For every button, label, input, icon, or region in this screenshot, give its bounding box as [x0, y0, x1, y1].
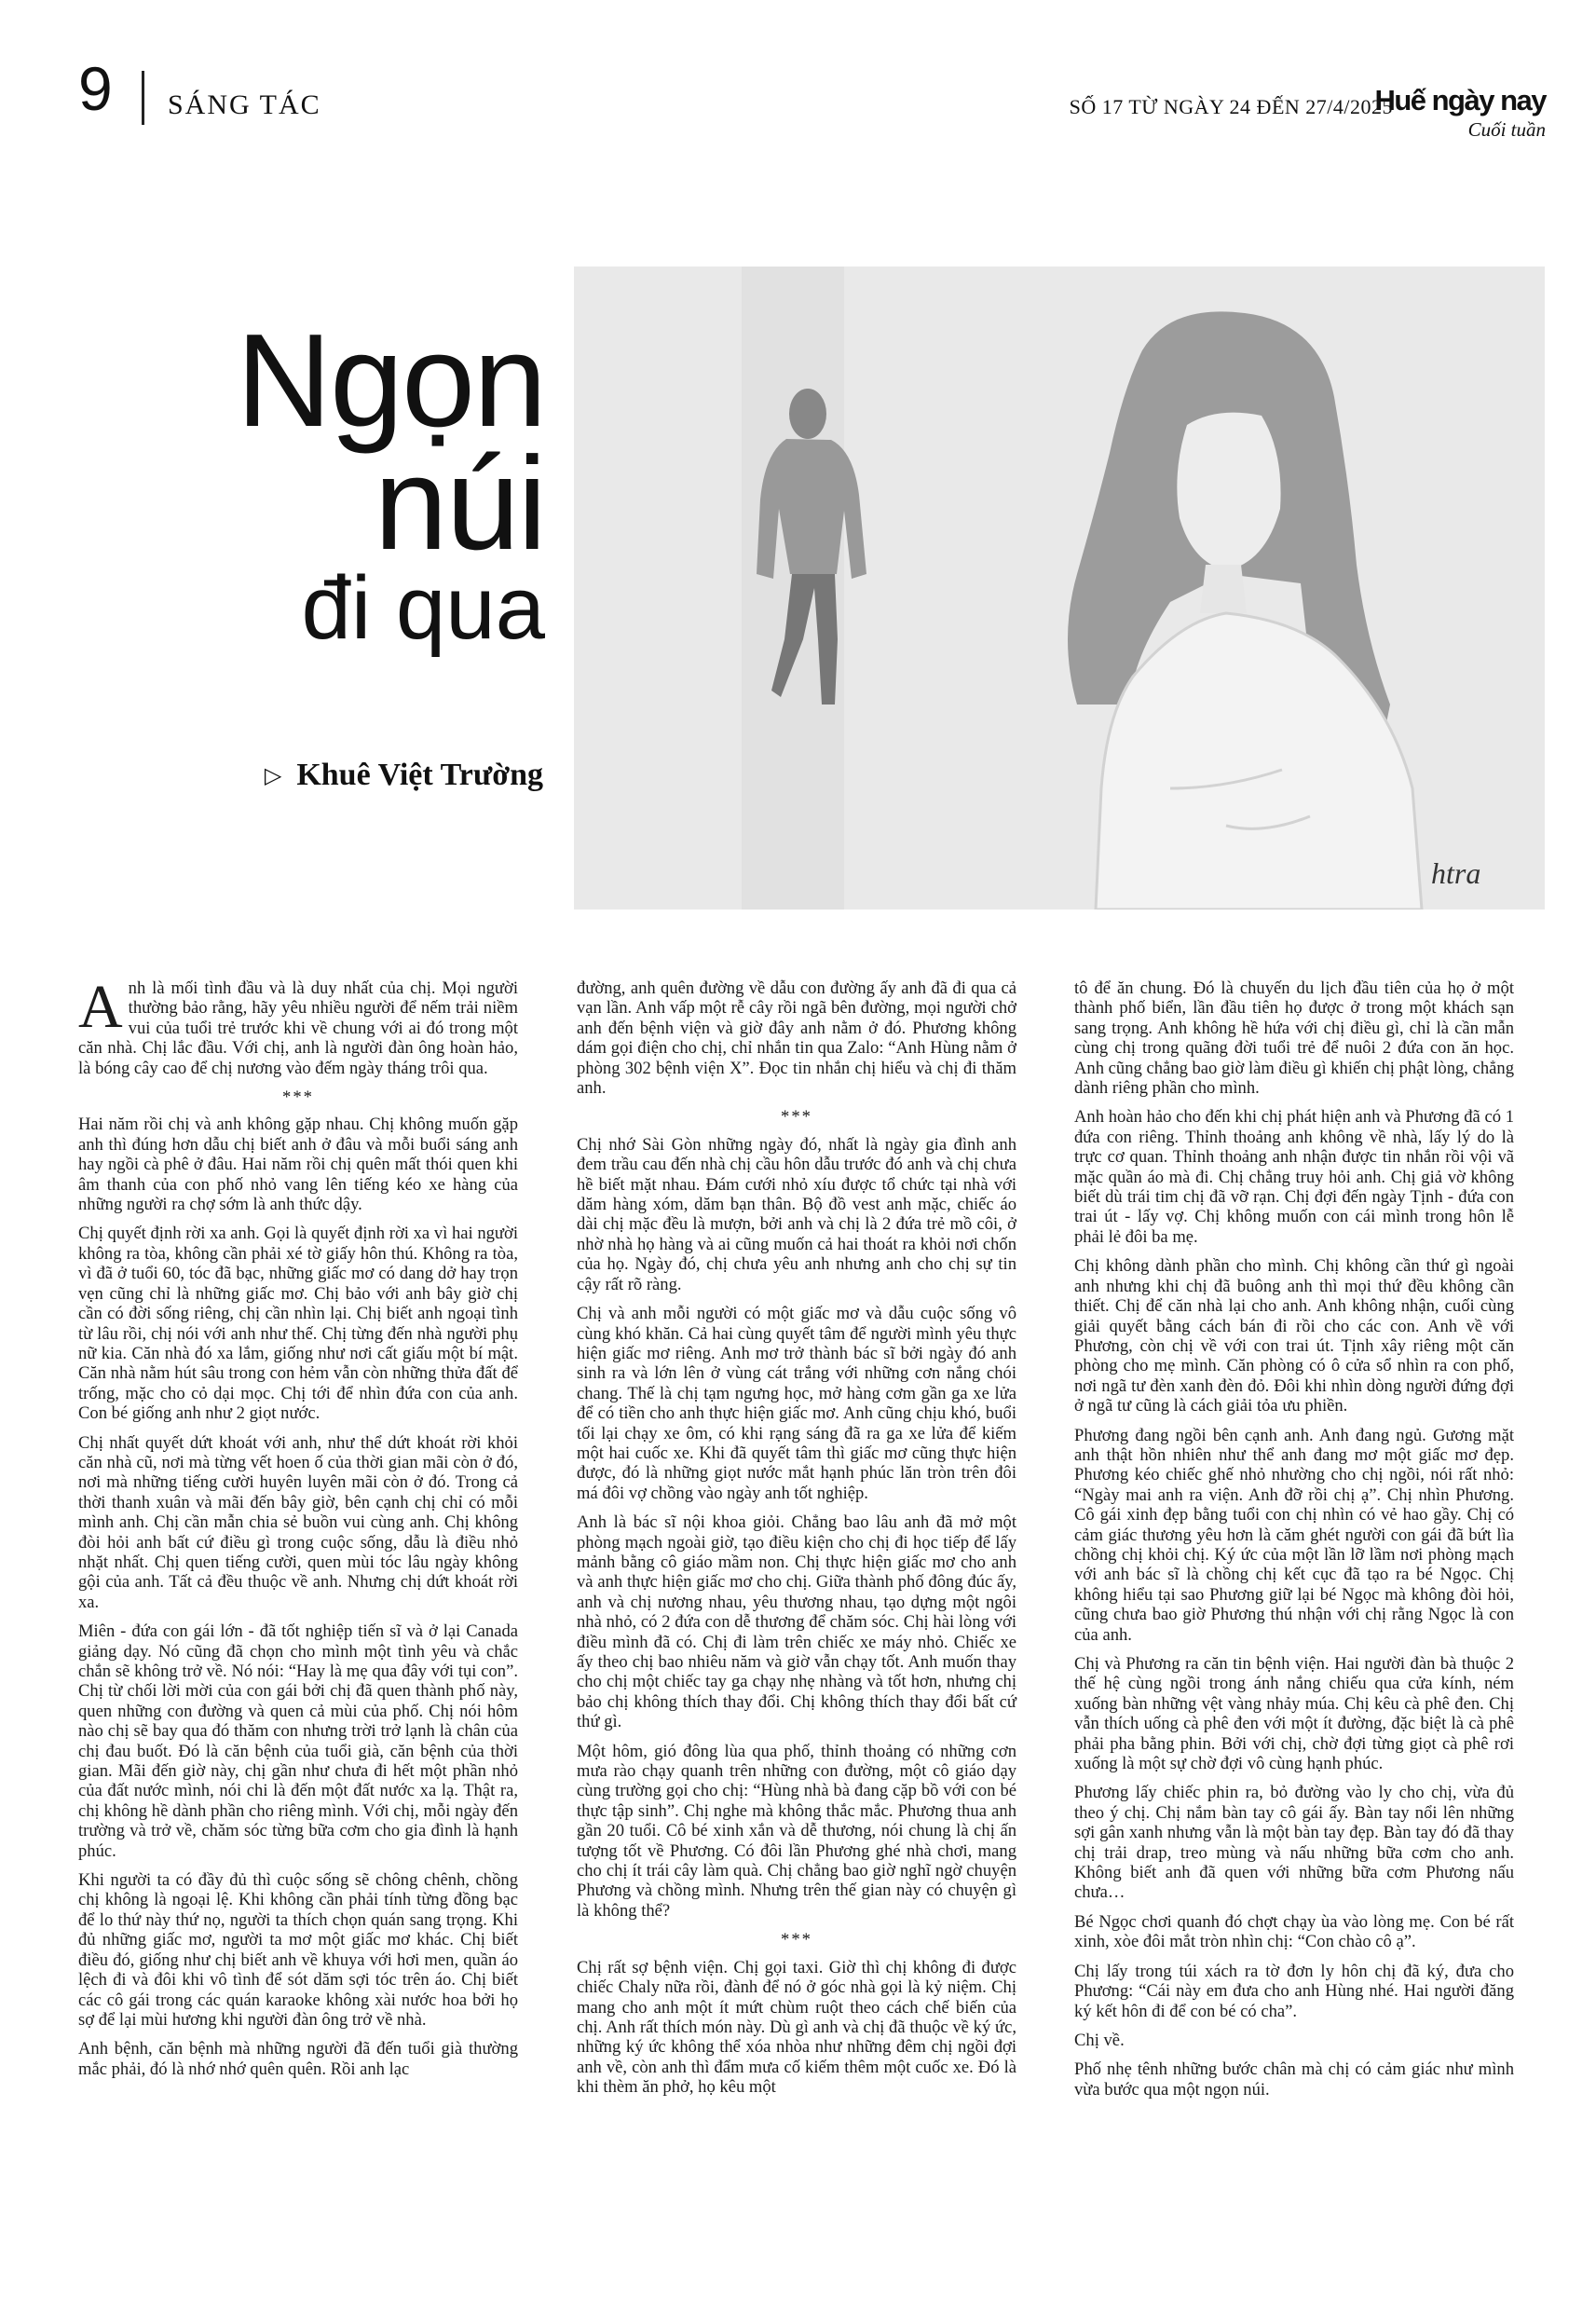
section-separator: ***: [282, 1088, 314, 1108]
play-triangle-icon: ▷: [264, 763, 282, 788]
section-separator: ***: [781, 1930, 812, 1950]
paragraph: Miên - đứa con gái lớn - đã tốt nghiệp tiến sĩ và ở lại Canada giảng dạy. Nó cũng đã chọn cho mình một tình yêu và chắc chắn sẽ không trở về. Nó nói: “Hay là mẹ qua đây với tụi con”. Chị từ chối lời mời của con gái bởi chị đã quen thành phố này, quen những con đường và quen cả mùi của phố. Chị nói hôm nào chị sẽ bay qua đó thăm con nhưng trời trở lạnh là chân của chị đau buốt. Đó là căn bệnh của tuổi già, căn bệnh của thời gian. Mãi đến giờ này, chị gần như chưa đi hết một phần nhỏ của đất nước mình, nói chi là đến một đất nước xa lạ. Thật ra, chị không hề dành phần cho riêng mình. Với chị, mỗi ngày đến trường và trở về, chăm sóc từng bữa cơm cho gia đình là hạnh phúc.: [78, 1621, 518, 1861]
paragraph: Phố nhẹ tênh những bước chân mà chị có cảm giác như mình vừa bước qua một ngọn núi.: [1074, 2059, 1514, 2100]
author-name: Khuê Việt Trường: [296, 758, 543, 792]
issue-info: SỐ 17 TỪ NGÀY 24 ĐẾN 27/4/2025: [1069, 95, 1393, 118]
paragraph: Chị rất sợ bệnh viện. Chị gọi taxi. Giờ thì chị không đi được chiếc Chaly nữa rồi, đành để nó ở góc nhà gọi là kỷ niệm. Chị mang cho anh một ít mứt chùm ruột theo cách chế biến của chị. Anh rất thích món này. Dù gì anh và chị đã thuộc về ký ức, những ký ức không thể xóa nhòa như những đêm chị ngồi đợi anh về, còn anh thì đẩm mưa cố kiếm thêm một cuốc xe. Đó là khi thèm ăn phở, họ kêu một: [577, 1957, 1016, 2098]
paragraph: Khi người ta có đầy đủ thì cuộc sống sẽ chông chênh, chồng chị không là ngoại lệ. Khi không cần phải tính từng đồng bạc để lo thứ này thứ nọ, người ta thích chọn quán sang trọng. Khi đủ những giấc mơ, người ta mơ một giấc mơ khác. Chị biết điều đó, giống như chị biết anh về khuya với hơi men, quần áo lệch đi và đôi khi vô tình để sót dăm sợi tóc trên áo. Chị biết các cô gái trong các quán karaoke không xài nước hoa bởi họ sợ để lại mùi hương khi người đàn ông trở về nhà.: [78, 1870, 518, 2030]
brand-name: Huế ngày nay: [1374, 84, 1546, 116]
paragraph: Hai năm rồi chị và anh không gặp nhau. Chị không muốn gặp anh thì đúng hơn dẫu chị biết anh ở đâu và mỗi buổi sáng anh hay ngồi cà phê ở đâu. Hai năm rồi chị quên mất thói quen khi âm thanh của con phố nhỏ vang lên tiếng kéo xe hàng của những người ra chợ sớm là anh thức dậy.: [78, 1115, 518, 1215]
paragraph: Chị về.: [1074, 2030, 1125, 2050]
paragraph: Chị lấy trong túi xách ra tờ đơn ly hôn chị đã ký, đưa cho Phương: “Cái này em đưa cho anh Hùng nhé. Hai người đăng ký kết hôn đi để con bé có cha”.: [1074, 1961, 1514, 2021]
article-illustration: [574, 267, 1545, 910]
title-line-1: Ngọn: [236, 307, 545, 455]
paragraph: Chị nhất quyết dứt khoát với anh, như thể dứt khoát rời khỏi căn nhà cũ, nơi mà từng vết hoen ố của thời gian mãi còn ở đó, nơi mà những tiếng cười huyên luyên mãi còn ở đó. Trong cả thời thanh xuân và mãi đến bây giờ, bên cạnh chị chỉ có mỗi mình anh. Chị cần mẫn chia sẻ buồn vui cùng anh. Chị không đòi hỏi anh bất cứ điều gì trong cuộc sống, dẫu là điều nhỏ nhặt nhất. Chị quen tiếng cười, quen mùi tóc lâu ngày không gội của anh. Tất cả đều thuộc về anh. Nhưng chị dứt khoát rời xa.: [78, 1432, 518, 1612]
paragraph: Chị và anh mỗi người có một giấc mơ và dẫu cuộc sống vô cùng khó khăn. Cả hai cùng quyết tâm để người mình yêu thực hiện giấc mơ riêng. Anh mơ trở thành bác sĩ bởi ngày đó anh sinh ra và lớn lên ở vùng cát trắng với những cơn nắng chói chang. Thế là chị tạm ngưng học, mở hàng cơm gần ga xe lửa để có tiền cho anh thực hiện giấc mơ. Anh cũng chịu khó, buổi tối lại chạy xe ôm, có khi rạng sáng đã ra ga xe lửa để kiếm một hai cuốc xe. Khi đã quyết tâm thì giấc mơ cũng thực hiện được, đó là những giọt nước mắt hạnh phúc lăn tròn trên đôi má đôi vợ chồng vào ngày anh tốt nghiệp.: [577, 1304, 1016, 1503]
article-column-3: [1074, 978, 1514, 2109]
section-separator: ***: [781, 1107, 812, 1128]
paragraph: tô để ăn chung. Đó là chuyến du lịch đầu tiên của họ ở một thành phố biển, lần đầu tiên họ được ở trong một khách sạn sang trọng. Anh không hề hứa với chị điều gì, chỉ là cần mẫn cùng chị trong quãng đời tuổi trẻ để nuôi 2 đứa con ăn học. Anh cũng chẳng bao giờ làm điều gì khiến chị phật lòng, chẳng dành riêng phần cho mình.: [1074, 978, 1514, 1099]
section-label: SÁNG TÁC: [168, 89, 321, 120]
title-line-3: đi qua: [301, 558, 545, 659]
paragraph: Chị không dành phần cho mình. Chị không cần thứ gì ngoài anh nhưng khi chị đã buông anh thì mọi thứ đều không cần thiết. Chị để căn nhà lại cho anh. Anh không nhận, cuối cùng giải quyết bằng cách bán đi rồi cho các con. Anh về với Phương, còn chị về với con trai út. Tịnh xây riêng một căn phòng cho mẹ mình. Căn phòng có ô cửa sổ nhìn ra con phố, nơi ngã tư đèn xanh đèn đỏ. Đôi khi nhìn dòng người đứng đợi ở ngã tư cũng là cách giải tỏa ưu phiền.: [1074, 1256, 1514, 1416]
paragraph: Phương đang ngồi bên cạnh anh. Anh đang ngủ. Gương mặt anh thật hồn nhiên như thể anh đang mơ một giấc mơ đẹp. Phương kéo chiếc ghế nhỏ nhường cho chị ngồi, nói rất nhỏ: “Ngày mai anh ra viện. Anh đỡ rồi chị ạ”. Chị nhìn Phương. Cô gái xinh đẹp bằng tuổi con chị nhìn có vẻ hao gầy. Chị có cảm giác thương yêu hơn là căm ghét người con gái đã bứt lìa chồng chị khỏi chị. Ký ức của một lần lỡ lầm nơi phòng mạch với anh bác sĩ là chồng chị kết cục đã tạo ra bé Ngọc. Chị không hiểu tại sao Phương giữ lại bé Ngọc mà không đòi hỏi, cũng chưa bao giờ Phương thú nhận với chị rằng Ngọc là con của anh.: [1074, 1425, 1514, 1645]
article-title: [236, 307, 545, 659]
paragraph: Anh hoàn hảo cho đến khi chị phát hiện anh và Phương đã có 1 đứa con riêng. Thỉnh thoảng anh không về nhà, lấy lý do là trực cơ quan. Thỉnh thoảng anh nhận được tin nhắn rồi vội vã mặc quần áo mà đi. Chị chẳng truy hỏi anh. Chị giả vờ không biết dù trái tim chị đã vỡ rạn. Chị đợi đến ngày Tịnh - đứa con trai út - lấy vợ. Chị không muốn con cái mình trong hôn lễ phải lẻ đôi ba mẹ.: [1074, 1107, 1514, 1247]
paragraph: Chị nhớ Sài Gòn những ngày đó, nhất là ngày gia đình anh đem trầu cau đến nhà chị cầu hôn dẫu trước đó anh và chị chưa hề biết mặt nhau. Đám cưới nhỏ xíu được tổ chức tại nhà với dăm hàng xóm, dăm bạn thân. Bộ đồ vest anh mặc, chiếc áo dài chị mặc đều là mượn, bởi anh và chị là 2 đứa trẻ mồ côi, ở nhờ nhà họ hàng và ai cũng muốn cả hai thoát ra khỏi nơi chốn của họ. Ngày đó, chị chưa yêu anh nhưng anh cho chị sự tin cậy rất rõ ràng.: [577, 1134, 1016, 1294]
page-number: 9: [78, 54, 113, 123]
paragraph: Một hôm, gió đông lùa qua phố, thỉnh thoảng có những cơn mưa rào chạy quanh trên những con đường, một cô giáo dạy cùng trường gọi cho chị: “Hùng nhà bà đang cặp bồ với con bé thực tập sinh”. Chị nghe mà không thắc mắc. Phương thua anh gần 20 tuổi. Cô bé xinh xắn và dễ thương, nói chung là chị ấn tượng tốt về Phương. Có đôi lần Phương ghé nhà chơi, mang cho chị ít trái cây làm quà. Chị chẳng bao giờ nghĩ ngờ chuyện Phương và chồng mình. Nhưng trên thế gian này có chuyện gì là không thể?: [577, 1741, 1016, 1921]
paragraph: Phương lấy chiếc phin ra, bỏ đường vào ly cho chị, vừa đủ theo ý chị. Chị nắm bàn tay cô gái ấy. Bàn tay nổi lên những sợi gân xanh nhưng vẫn là một bàn tay đẹp. Bàn tay đó đã thay chị trải drap, treo mùng và nấu những bữa cơm cho anh. Không biết anh đã quen với những bữa cơm Phương nấu chưa…: [1074, 1783, 1514, 1903]
paragraph: Bé Ngọc chơi quanh đó chợt chạy ùa vào lòng mẹ. Con bé rất xinh, xòe đôi mắt tròn nhìn chị: “Con chào cô ạ”.: [1074, 1911, 1514, 1952]
illustrator-signature: htra: [1431, 856, 1481, 890]
paragraph: Anh là mối tình đầu và là duy nhất của chị. Mọi người thường bảo rằng, hãy yêu nhiều người để nếm trải niềm vui của tuổi trẻ trước khi về chung với ai đó trong một căn nhà. Chị lắc đầu. Với chị, anh là người đàn ông hoàn hảo, là bóng cây cao để chị nương vào đếm ngày tháng trôi qua.: [78, 973, 518, 1078]
paragraph: Anh bệnh, căn bệnh mà những người đã đến tuổi già thường mắc phải, đó là nhớ nhớ quên quên. Rồi anh lạc: [78, 2039, 518, 2079]
author-byline: [265, 758, 543, 793]
paragraph: đường, anh quên đường về dẫu con đường ấy anh đã đi qua cả vạn lần. Anh vấp một rễ cây rồi ngã bên đường, mọi người chở anh đến bệnh viện và giờ đây anh nằm ở đó. Phương không dám gọi điện cho chị, chỉ nhắn tin qua Zalo: “Anh Hùng nằm ở phòng 302 bệnh viện X”. Đọc tin nhắn chị hiểu và chị đi thăm anh.: [577, 978, 1016, 1099]
drop-cap: A: [78, 973, 123, 1041]
article-column-2: [577, 978, 1016, 2107]
paragraph: Chị và Phương ra căn tin bệnh viện. Hai người đàn bà thuộc 2 thế hệ cùng ngồi trong ánh nắng chiếu qua cửa kính, ném xuống bàn những vệt vàng nhảy múa. Chị kêu cà phê đen. Chị vẫn thích uống cà phê đen với một ít đường, đặc biệt là cà phê phải pha bằng phin. Bởi với chị, chờ đợi từng giọt cà phê rơi xuống là một sự chờ đợi vô cùng hạnh phúc.: [1074, 1654, 1514, 1774]
brand-logo: [1374, 86, 1546, 142]
header-divider: [142, 71, 144, 125]
paragraph: Anh là bác sĩ nội khoa giỏi. Chẳng bao lâu anh đã mở một phòng mạch ngoài giờ, tạo điều kiện cho chị đi học tiếp để lấy mảnh bằng cô giáo mầm non. Chị thực hiện giấc mơ cho anh và anh thực hiện giấc mơ cho chị. Giữa thành phố đông đúc ấy, anh và chị nương nhau, yêu thương nhau, tạo dựng một ngôi nhà nhỏ, có 2 đứa con dễ thương để chăm sóc. Chị hài lòng với điều mình đã có. Chị đi làm trên chiếc xe máy nhỏ. Chiếc xe ấy theo chị bao nhiêu năm và giờ vẫn chạy tốt. Anh muốn thay cho chị một chiếc tay ga chạy nhẹ nhàng và tốt hơn, nhưng chị bảo chị không thích thay đổi. Chị không thích thay đổi bất cứ thứ gì.: [577, 1512, 1016, 1732]
brand-subtitle: Cuối tuần: [1467, 118, 1546, 141]
article-column-1: [78, 973, 518, 2088]
paragraph: Chị quyết định rời xa anh. Gọi là quyết định rời xa vì hai người không ra tòa, không cần phải xé tờ giấy hôn thú. Không ra tòa, vì đã ở tuổi 60, tóc đã bạc, những giấc mơ có dang dở hay trọn vẹn cũng chỉ là những giấc mơ. Chị bảo với anh bây giờ chị cần có đời sống riêng, chị cần nhìn lại. Chị biết anh ngoại tình từ lâu rồi, chị nói với anh như thế. Chị từng đến nhà người phụ nữ kia. Căn nhà đó xa lắm, giống như nơi cất giấu một bí mật. Căn nhà nằm hút sâu trong con hẻm vẫn còn những thửa đất để trống, mặc cho cỏ dại mọc. Chị tới để nhìn đứa con của anh. Con bé giống anh như 2 giọt nước.: [78, 1224, 518, 1424]
title-line-2: núi: [374, 430, 545, 578]
